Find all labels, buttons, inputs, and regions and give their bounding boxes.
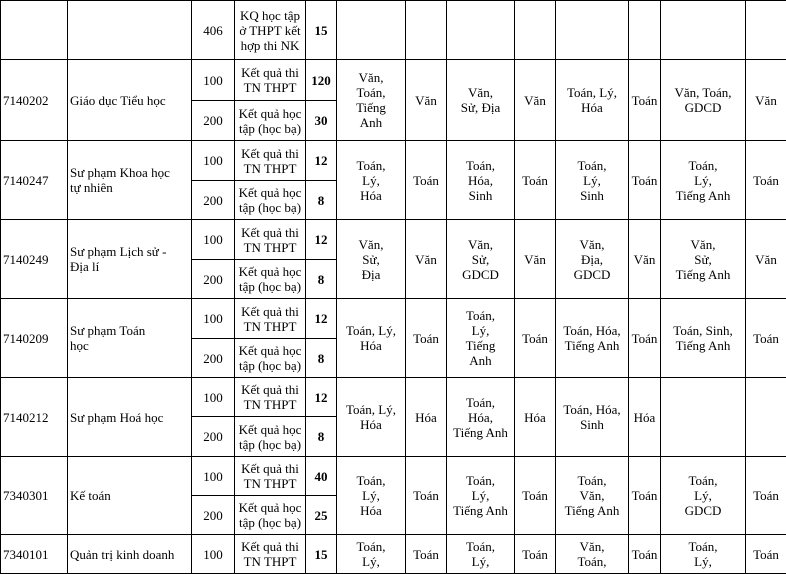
quota: 120	[306, 60, 337, 101]
method-name: Kết quả học tập (học bạ)	[235, 181, 306, 220]
subject-combo: Toán, Lý, Tiếng Anh	[661, 141, 746, 220]
quota: 8	[306, 417, 337, 457]
subject-combo	[556, 1, 629, 60]
main-subject: Văn	[406, 60, 447, 141]
quota: 12	[306, 220, 337, 260]
subject-combo: Văn, Sử, Tiếng Anh	[661, 220, 746, 299]
subject-combo: Văn, Địa, GDCD	[556, 220, 629, 299]
main-subject: Văn	[629, 220, 661, 299]
main-subject: Toán	[515, 141, 556, 220]
method-name: Kết quả thi TN THPT	[235, 378, 306, 417]
quota: 30	[306, 101, 337, 141]
major-code: 7340101	[1, 535, 68, 574]
subject-combo: Văn, Sử, Địa	[447, 60, 515, 141]
quota: 15	[306, 535, 337, 574]
subject-combo: Văn, Sử, Địa	[337, 220, 406, 299]
subject-combo: Toán, Lý,	[337, 535, 406, 574]
major-code: 7340301	[1, 457, 68, 535]
method-name: Kết quả học tập (học bạ)	[235, 101, 306, 141]
major-code: 7140212	[1, 378, 68, 457]
method-name: Kết quả học tập (học bạ)	[235, 496, 306, 535]
subject-combo: Toán, Lý, Hóa	[337, 457, 406, 535]
quota: 40	[306, 457, 337, 496]
major-code: 7140249	[1, 220, 68, 299]
major-code: 7140247	[1, 141, 68, 220]
quota: 8	[306, 181, 337, 220]
table-row	[1, 60, 786, 101]
method-name: Kết quả thi TN THPT	[235, 60, 306, 101]
subject-combo: Toán, Hóa, Tiếng Anh	[447, 378, 515, 457]
main-subject: Văn	[406, 220, 447, 299]
method-id: 200	[192, 417, 235, 457]
method-id: 200	[192, 260, 235, 299]
method-id: 200	[192, 496, 235, 535]
main-subject: Văn	[746, 60, 786, 141]
subject-combo: Toán, Lý,	[661, 535, 746, 574]
subject-combo: Toán, Lý, Hóa	[337, 141, 406, 220]
method-id: 100	[192, 299, 235, 339]
subject-combo	[337, 1, 406, 60]
table-row	[1, 1, 786, 60]
method-name: Kết quả thi TN THPT	[235, 220, 306, 260]
main-subject: Toán	[406, 535, 447, 574]
main-subject: Văn	[746, 220, 786, 299]
method-id: 100	[192, 220, 235, 260]
main-subject: Toán	[515, 457, 556, 535]
table-row	[1, 535, 786, 574]
main-subject: Toán	[746, 141, 786, 220]
main-subject	[515, 1, 556, 60]
quota: 12	[306, 378, 337, 417]
method-name: Kết quả thi TN THPT	[235, 457, 306, 496]
subject-combo: Văn, Toán, Tiếng Anh	[337, 60, 406, 141]
main-subject: Toán	[629, 535, 661, 574]
quota: 15	[306, 1, 337, 60]
main-subject: Toán	[629, 141, 661, 220]
main-subject	[746, 378, 786, 457]
subject-combo: Toán, Lý, Hóa	[337, 378, 406, 457]
main-subject: Toán	[629, 457, 661, 535]
table-row	[1, 299, 786, 339]
method-name: Kết quả thi TN THPT	[235, 535, 306, 574]
subject-combo: Toán, Lý, Tiếng Anh	[447, 299, 515, 378]
method-id: 100	[192, 457, 235, 496]
method-name: Kết quả thi TN THPT	[235, 141, 306, 181]
quota: 12	[306, 299, 337, 339]
subject-combo: Toán, Lý, Sinh	[556, 141, 629, 220]
method-name: Kết quả thi TN THPT	[235, 299, 306, 339]
major-name: Kế toán	[68, 457, 192, 535]
table-row	[1, 378, 786, 417]
subject-combo: Văn, Toán, GDCD	[661, 60, 746, 141]
method-id: 200	[192, 101, 235, 141]
subject-combo	[661, 378, 746, 457]
major-name: Sư phạm Khoa học tự nhiên	[68, 141, 192, 220]
main-subject: Toán	[746, 457, 786, 535]
major-name	[68, 1, 192, 60]
main-subject: Toán	[515, 299, 556, 378]
main-subject: Toán	[629, 299, 661, 378]
method-id: 200	[192, 339, 235, 378]
method-id: 100	[192, 378, 235, 417]
main-subject: Hóa	[629, 378, 661, 457]
subject-combo: Toán, Lý,	[447, 535, 515, 574]
major-name: Sư phạm Lịch sử - Địa lí	[68, 220, 192, 299]
subject-combo: Văn, Sử, GDCD	[447, 220, 515, 299]
method-id: 406	[192, 1, 235, 60]
main-subject: Toán	[406, 299, 447, 378]
main-subject: Hóa	[406, 378, 447, 457]
quota: 8	[306, 339, 337, 378]
table-row	[1, 220, 786, 260]
subject-combo: Toán, Lý, Tiếng Anh	[447, 457, 515, 535]
method-id: 100	[192, 535, 235, 574]
main-subject: Toán	[746, 299, 786, 378]
main-subject: Toán	[406, 457, 447, 535]
subject-combo: Văn, Toán,	[556, 535, 629, 574]
table-row	[1, 141, 786, 181]
method-name: KQ học tập ở THPT kết hợp thi NK	[235, 1, 306, 60]
main-subject: Hóa	[515, 378, 556, 457]
main-subject: Văn	[515, 60, 556, 141]
main-subject: Toán	[746, 535, 786, 574]
method-name: Kết quả học tập (học bạ)	[235, 260, 306, 299]
table-row	[1, 457, 786, 496]
major-code: 7140209	[1, 299, 68, 378]
subject-combo	[447, 1, 515, 60]
main-subject: Văn	[515, 220, 556, 299]
subject-combo: Toán, Lý, Hóa	[337, 299, 406, 378]
main-subject: Toán	[406, 141, 447, 220]
main-subject: Toán	[515, 535, 556, 574]
main-subject	[406, 1, 447, 60]
quota: 12	[306, 141, 337, 181]
quota: 8	[306, 260, 337, 299]
major-name: Sư phạm Hoá học	[68, 378, 192, 457]
method-name: Kết quả học tập (học bạ)	[235, 417, 306, 457]
subject-combo: Toán, Hóa, Sinh	[556, 378, 629, 457]
subject-combo: Toán, Sinh, Tiếng Anh	[661, 299, 746, 378]
major-name: Sư phạm Toán học	[68, 299, 192, 378]
major-code	[1, 1, 68, 60]
main-subject	[746, 1, 786, 60]
subject-combo: Toán, Lý, Hóa	[556, 60, 629, 141]
subject-combo: Toán, Hóa, Sinh	[447, 141, 515, 220]
main-subject	[629, 1, 661, 60]
method-name: Kết quả học tập (học bạ)	[235, 339, 306, 378]
major-name: Giáo dục Tiểu học	[68, 60, 192, 141]
subject-combo: Toán, Văn, Tiếng Anh	[556, 457, 629, 535]
subject-combo: Toán, Lý, GDCD	[661, 457, 746, 535]
subject-combo: Toán, Hóa, Tiếng Anh	[556, 299, 629, 378]
method-id: 200	[192, 181, 235, 220]
quota: 25	[306, 496, 337, 535]
subject-combo	[661, 1, 746, 60]
method-id: 100	[192, 141, 235, 181]
method-id: 100	[192, 60, 235, 101]
main-subject: Toán	[629, 60, 661, 141]
table-body	[1, 1, 786, 574]
major-code: 7140202	[1, 60, 68, 141]
major-name: Quản trị kinh doanh	[68, 535, 192, 574]
